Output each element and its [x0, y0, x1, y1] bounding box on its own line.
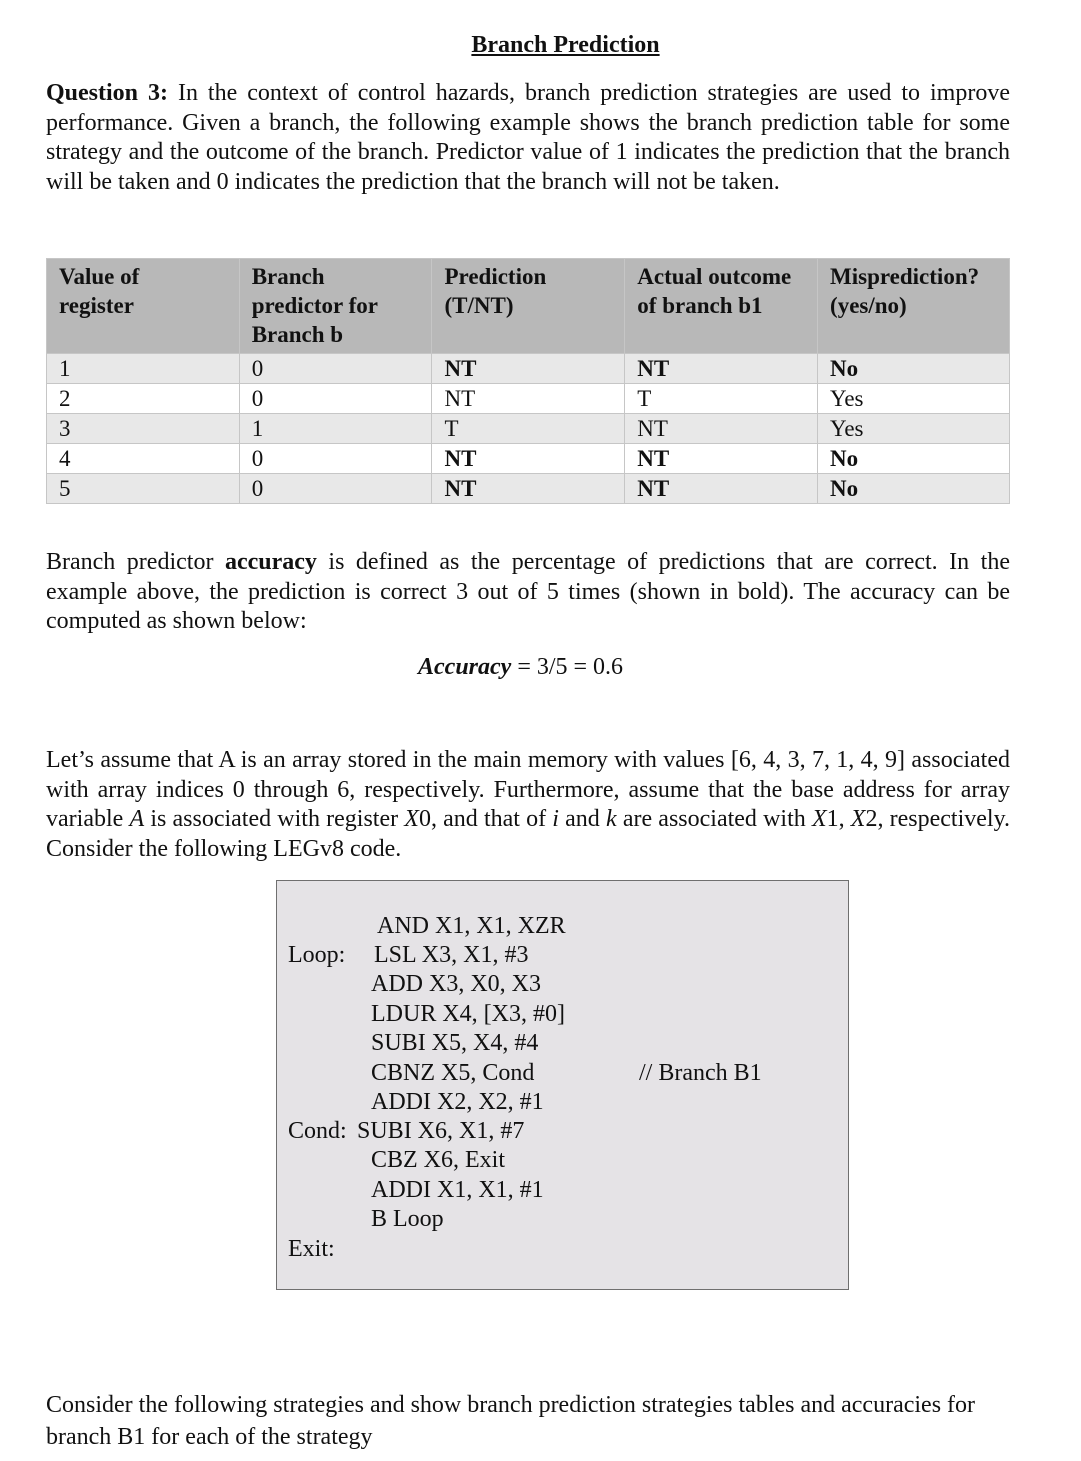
cell-register: 4	[47, 444, 240, 474]
cell-register: 2	[47, 384, 240, 414]
array-paragraph: Let’s assume that A is an array stored in the main memory with values [6, 4, 3, 7, 1, 4, 9] associated with array indices 0 through 6, respectively. Furthermore, assume that the base address for array variable A is associated with register X0, and that of i and k are associated with X1, X2, respectively. Consider the following LEGv8 code.	[46, 747, 1011, 862]
cell-predictor: 0	[239, 444, 432, 474]
cell-predictor: 1	[239, 414, 432, 444]
table-header-row	[47, 259, 1010, 354]
cell-prediction: NT	[432, 474, 625, 504]
cell-misprediction: No	[818, 474, 1010, 504]
header-actual-outcome: Actual outcome of branch b1	[625, 259, 818, 354]
formula-expression: = 3/5 = 0.6	[511, 654, 624, 680]
page-title: Branch Prediction	[471, 32, 660, 58]
code-block	[276, 880, 849, 1290]
formula-label: Accuracy	[418, 654, 512, 680]
cell-predictor: 0	[239, 384, 432, 414]
cell-actual: T	[625, 384, 818, 414]
header-prediction: Prediction (T/NT)	[432, 259, 625, 354]
final-instruction: Consider the following strategies and show branch prediction strategies tables and accuracies for branch B1 for each of the strategy	[46, 1392, 976, 1450]
code-line: B Loop	[371, 1206, 444, 1232]
cell-actual: NT	[625, 414, 818, 444]
cell-prediction: T	[432, 414, 625, 444]
cell-predictor: 0	[239, 474, 432, 504]
cond-label: Cond:	[288, 1118, 347, 1144]
header-value-of-register: Value of register	[47, 259, 240, 354]
branch-b1-comment: // Branch B1	[639, 1060, 762, 1086]
cell-register: 3	[47, 414, 240, 444]
accuracy-formula	[418, 652, 623, 682]
cell-register: 1	[47, 354, 240, 384]
cell-misprediction: Yes	[818, 414, 1010, 444]
code-line: LSL X3, X1, #3	[374, 942, 529, 968]
cell-actual: NT	[625, 354, 818, 384]
prediction-table	[46, 258, 1010, 504]
cell-misprediction: No	[818, 444, 1010, 474]
table-row	[47, 444, 1010, 474]
table-row	[47, 474, 1010, 504]
accuracy-definition: Branch predictor accuracy is defined as the percentage of predictions that are correct. In the example above, the prediction is correct 3 out of 5 times (shown in bold). The accuracy can be computed as shown below:	[46, 549, 1010, 634]
header-branch-predictor: Branch predictor for Branch b	[239, 259, 432, 354]
question-label: Question 3:	[46, 80, 168, 106]
table-row	[47, 414, 1010, 444]
cell-prediction: NT	[432, 354, 625, 384]
cell-prediction: NT	[432, 444, 625, 474]
code-line: SUBI X5, X4, #4	[371, 1030, 539, 1056]
cell-misprediction: No	[818, 354, 1010, 384]
code-line: SUBI X6, X1, #7	[357, 1118, 525, 1144]
code-line: LDUR X4, [X3, #0]	[371, 1001, 565, 1027]
code-line: AND X1, X1, XZR	[377, 913, 566, 939]
cell-prediction: NT	[432, 384, 625, 414]
cell-predictor: 0	[239, 354, 432, 384]
cell-register: 5	[47, 474, 240, 504]
exit-label: Exit:	[288, 1236, 335, 1262]
table-row	[47, 354, 1010, 384]
code-line: CBZ X6, Exit	[371, 1147, 506, 1173]
table-row	[47, 384, 1010, 414]
cell-actual: NT	[625, 444, 818, 474]
accuracy-term: accuracy	[224, 549, 317, 575]
code-line: ADDI X1, X1, #1	[371, 1177, 544, 1203]
question-text: In the context of control hazards, branch prediction strategies are used to improve performance. Given a branch, the following example shows the branch prediction table for some strategy and the outcome of the branch. Predictor value of 1 indicates the prediction that the branch will be taken and 0 indicates the prediction that the branch will not be taken.	[46, 80, 1010, 195]
cell-misprediction: Yes	[818, 384, 1010, 414]
cell-actual: NT	[625, 474, 818, 504]
loop-label: Loop:	[288, 942, 346, 968]
code-line: ADD X3, X0, X3	[371, 971, 541, 997]
code-line: CBNZ X5, Cond	[371, 1060, 535, 1086]
question-paragraph	[46, 79, 1010, 197]
header-misprediction: Misprediction? (yes/no)	[818, 259, 1010, 354]
code-line: ADDI X2, X2, #1	[371, 1089, 544, 1115]
